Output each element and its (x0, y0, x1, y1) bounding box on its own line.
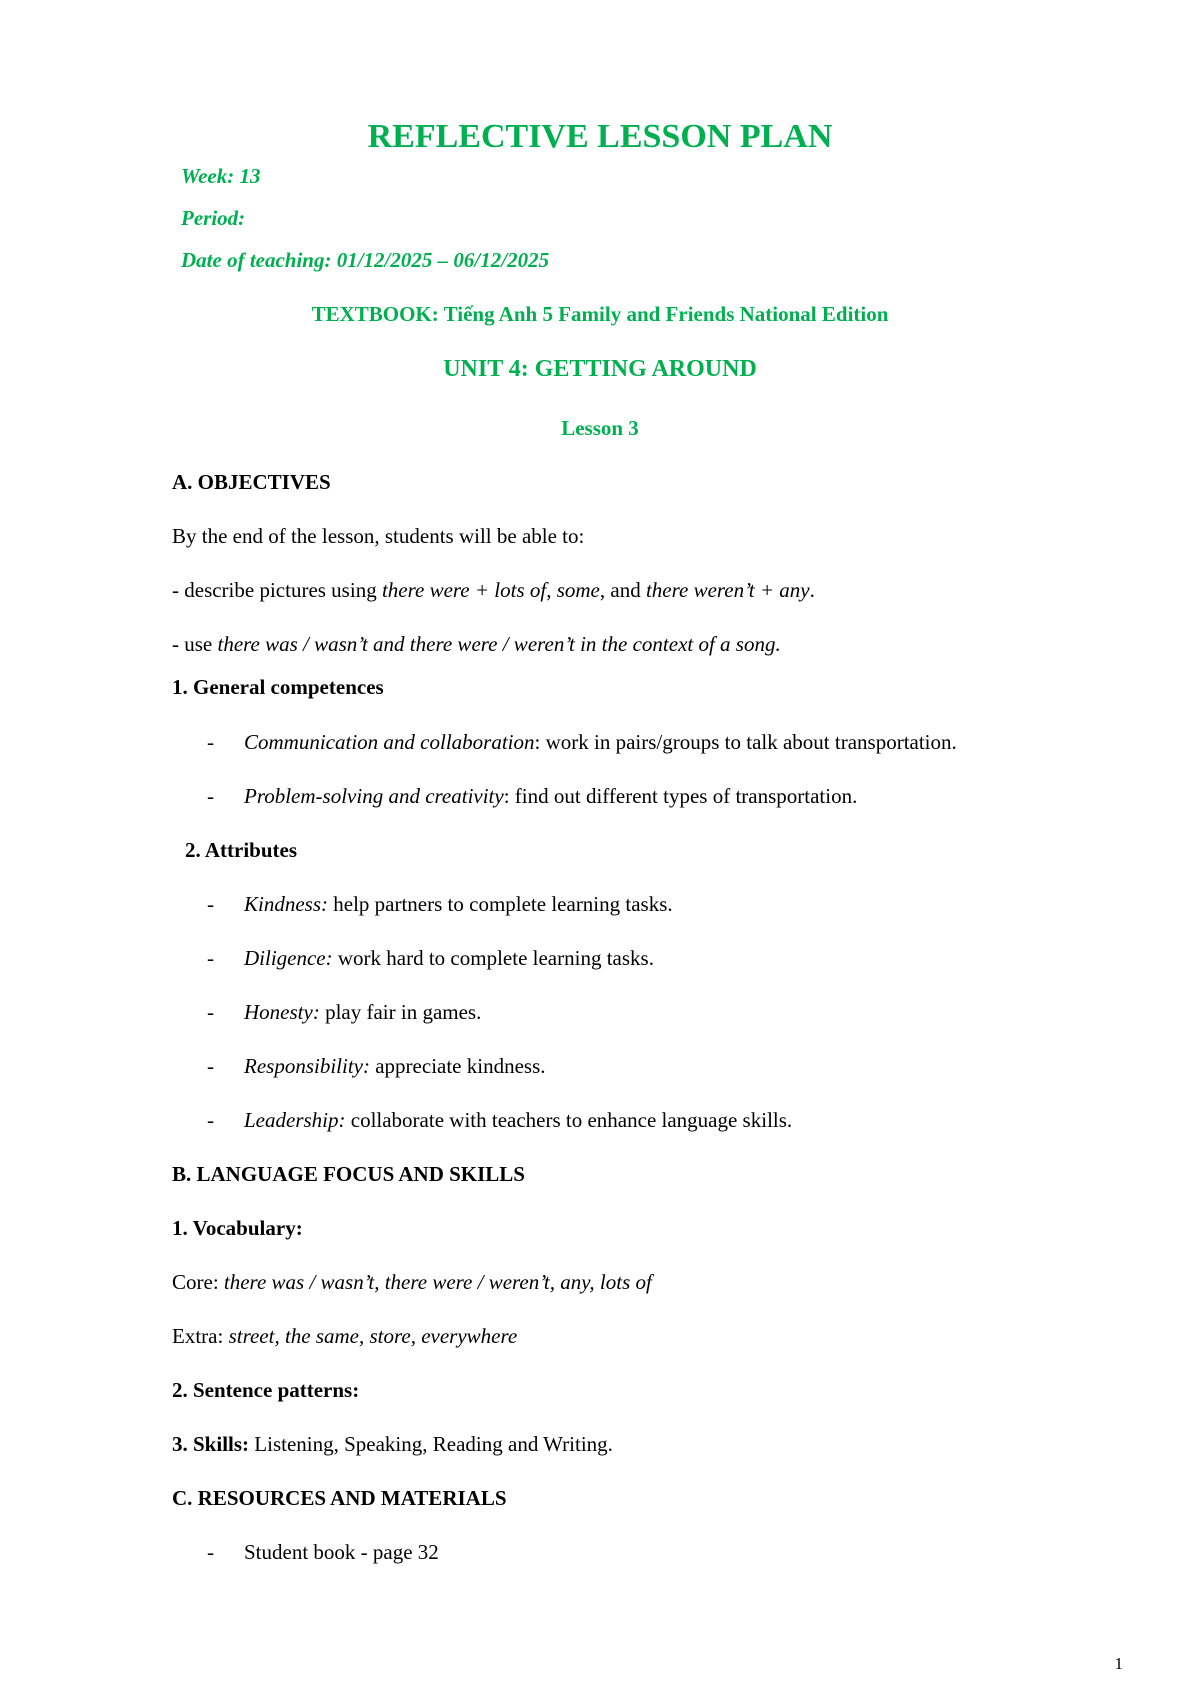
attribute-term: Responsibility: (244, 1054, 370, 1078)
extra-label: Extra: (172, 1324, 229, 1348)
extra-vocabulary (172, 1324, 517, 1349)
objective-2-text: - use (172, 632, 218, 656)
attribute-item (244, 1000, 481, 1025)
attribute-desc: play fair in games. (319, 1000, 482, 1024)
bullet: - (207, 1540, 214, 1564)
resources-heading: C. RESOURCES AND MATERIALS (172, 1486, 507, 1510)
attribute-item (244, 1054, 546, 1079)
core-vocabulary (172, 1270, 652, 1295)
objective-1-and: , and (599, 578, 646, 602)
bullet: - (207, 1108, 214, 1132)
objective-line-2 (172, 632, 781, 657)
bullet: - (207, 1000, 214, 1024)
patterns-heading: 2. Sentence patterns: (172, 1378, 360, 1402)
bullet: - (207, 892, 214, 916)
attribute-desc: collaborate with teachers to enhance language skills. (345, 1108, 793, 1132)
document-title: REFLECTIVE LESSON PLAN (367, 118, 833, 155)
textbook-label: TEXTBOOK: Tiếng Anh 5 Family and Friends National Edition (311, 302, 889, 326)
skills-text: Listening, Speaking, Reading and Writing. (249, 1432, 613, 1456)
objectives-intro: By the end of the lesson, students will be able to: (172, 524, 585, 548)
skills-label: 3. Skills: (172, 1432, 250, 1456)
objectives-heading: A. OBJECTIVES (172, 470, 331, 494)
attribute-desc: appreciate kindness. (369, 1054, 546, 1078)
competence-term: Problem-solving and creativity (244, 784, 504, 808)
attribute-term: Diligence: (244, 946, 333, 970)
extra-items: street, the same, store, everywhere (228, 1324, 518, 1348)
objective-1-pattern-c: there weren’t + any (645, 578, 810, 602)
attribute-desc: work hard to complete learning tasks. (332, 946, 654, 970)
attribute-item (244, 1108, 792, 1133)
bullet: - (207, 730, 214, 754)
objective-1-sep: , (546, 578, 557, 602)
core-label: Core: (172, 1270, 224, 1294)
objective-1-end: . (809, 578, 815, 602)
unit-title: UNIT 4: GETTING AROUND (443, 356, 757, 382)
objective-1-text: - describe pictures using (172, 578, 382, 602)
page-number: 1 (1114, 1654, 1123, 1673)
bullet: - (207, 784, 214, 808)
date-label: Date of teaching: 01/12/2025 – 06/12/2025 (181, 248, 550, 272)
attribute-term: Leadership: (244, 1108, 346, 1132)
competence-desc: : work in pairs/groups to talk about transportation. (534, 730, 957, 754)
objective-line-1 (172, 578, 815, 603)
bullet: - (207, 946, 214, 970)
attribute-desc: help partners to complete learning tasks. (328, 892, 673, 916)
objective-1-pattern-b: some (556, 578, 600, 602)
competences-heading: 1. General competences (172, 675, 384, 699)
competence-term: Communication and collaboration (244, 730, 535, 754)
attribute-term: Honesty: (244, 1000, 320, 1024)
competence-item (244, 784, 857, 809)
attribute-item (244, 946, 654, 971)
core-items: there was / wasn’t, there were / weren’t, any, lots of (223, 1270, 652, 1294)
resource-item: Student book - page 32 (244, 1540, 439, 1564)
objective-1-pattern-a: there were + lots of (381, 578, 547, 602)
attributes-heading: 2. Attributes (185, 838, 297, 862)
attribute-item (244, 892, 673, 917)
competence-desc: : find out different types of transportation. (503, 784, 858, 808)
period-label: Period: (181, 206, 246, 230)
week-label: Week: 13 (181, 164, 261, 188)
attribute-term: Kindness: (244, 892, 328, 916)
lesson-title: Lesson 3 (561, 416, 639, 440)
language-heading: B. LANGUAGE FOCUS AND SKILLS (172, 1162, 525, 1186)
competence-item (244, 730, 957, 755)
bullet: - (207, 1054, 214, 1078)
vocabulary-heading: 1. Vocabulary: (172, 1216, 303, 1240)
objective-2-pattern: there was / wasn’t and there were / weren’t in the context of a song. (217, 632, 781, 656)
skills-line (172, 1432, 613, 1457)
